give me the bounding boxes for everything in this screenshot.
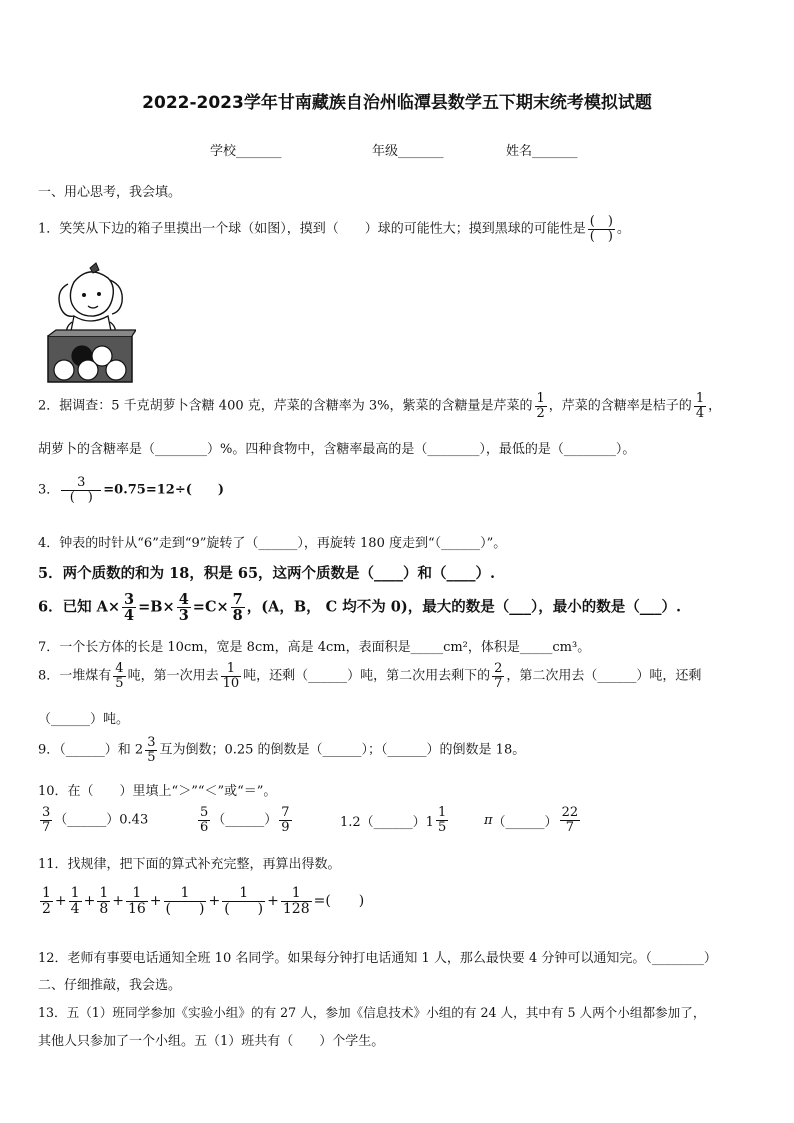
q10-item-2 bbox=[196, 806, 294, 834]
q10-i2b-numerator: 7 bbox=[281, 805, 290, 820]
q10-i2b-fraction bbox=[279, 806, 291, 834]
q11-plus: + bbox=[54, 893, 67, 910]
q10-i3-text: 1.2（______）1 bbox=[340, 814, 434, 830]
q10-i3-denominator: 5 bbox=[437, 819, 447, 835]
q6-f1-numerator: 3 bbox=[124, 591, 135, 608]
q10-i4-fraction bbox=[560, 806, 581, 834]
question-5: 5．两个质数的和为 18，积是 65，这两个质数是（____）和（____）. bbox=[38, 565, 496, 582]
q11-f4-denominator: 16 bbox=[127, 900, 146, 917]
q2-text-c: ， bbox=[708, 398, 722, 414]
q8-f2-numerator: 1 bbox=[221, 662, 242, 677]
q6-f3-denominator: 8 bbox=[232, 607, 243, 625]
q8-fraction-3 bbox=[492, 662, 504, 690]
q10-i4-text: （______） bbox=[492, 814, 558, 830]
q2-text-a: 2．据调查：5 千克胡萝卜含糖 400 克，芹菜的含糖率为 3%，紫菜的含糖量是芹菜的 bbox=[38, 398, 533, 414]
question-4: 4．钟表的时针从“6”走到“9”旋转了（______），再旋转 180 度走到“（______）”。 bbox=[38, 536, 507, 551]
q2-fraction-2 bbox=[694, 392, 706, 420]
q10-item-4 bbox=[484, 806, 582, 834]
q11-f2-denominator: 4 bbox=[70, 900, 80, 917]
q9-text-a: 9．（______）和 2 bbox=[38, 742, 144, 758]
q3-frac-numerator: 3 bbox=[61, 476, 101, 491]
q10-i3-numerator: 1 bbox=[437, 805, 447, 820]
question-7: 7．一个长方体的长是 10cm，宽是 8cm，高是 4cm，表面积是_____cm²，体积是_____cm³。 bbox=[38, 640, 591, 655]
q8-f3-numerator: 2 bbox=[494, 661, 503, 676]
q6-fraction-3 bbox=[231, 592, 245, 623]
q11-f7-numerator: 1 bbox=[281, 886, 312, 902]
q3-fraction bbox=[61, 476, 101, 504]
q11-f3 bbox=[97, 886, 110, 916]
q9-text-b: 互为倒数；0.25 的倒数是（______）；（______）的倒数是 18。 bbox=[159, 742, 526, 758]
q6-text-d: ，(A，B， C 均不为 0)，最大的数是（___），最小的数是（___）. bbox=[246, 598, 682, 616]
q6-fraction-2 bbox=[177, 592, 191, 623]
question-13-line-2: 其他人只参加了一个小组。五（1）班共有（ ）个学生。 bbox=[38, 1034, 385, 1049]
q2-fraction-1 bbox=[535, 392, 547, 420]
q2-frac1-numerator: 1 bbox=[536, 391, 545, 406]
q6-fraction-1 bbox=[122, 592, 136, 623]
q10-i3-fraction bbox=[436, 806, 448, 834]
question-11: 11．找规律，把下面的算式补充完整，再算出得数。 bbox=[38, 857, 341, 872]
section-2-heading: 二、仔细推敲，我会选。 bbox=[38, 978, 182, 993]
question-12: 12．老师有事要电话通知全班 10 名同学。如果每分钟打电话通知 1 人，那么最快要 4 分钟可以通知完。（________） bbox=[38, 951, 717, 966]
girl-with-ball-box-illustration bbox=[44, 262, 136, 384]
q8-fraction-1 bbox=[113, 662, 125, 690]
q10-i1-numerator: 3 bbox=[42, 805, 51, 820]
school-field bbox=[210, 140, 282, 159]
q11-f2 bbox=[69, 886, 82, 916]
q6-text-b: =B× bbox=[138, 598, 175, 616]
q9-frac-numerator: 3 bbox=[147, 735, 156, 750]
page-title: 2022-2023学年甘南藏族自治州临潭县数学五下期末统考模拟试题 bbox=[142, 93, 652, 113]
question-3 bbox=[38, 476, 224, 504]
q11-f1-numerator: 1 bbox=[42, 885, 51, 901]
question-1 bbox=[38, 215, 630, 243]
q1-frac-numerator: ( ) bbox=[589, 214, 613, 229]
q8-f1-denominator: 5 bbox=[115, 675, 124, 691]
q1-text: 1．笑笑从下边的箱子里摸出一个球（如图），摸到（ ）球的可能性大；摸到黑球的可能性是 bbox=[38, 221, 586, 237]
q6-text-c: =C× bbox=[192, 598, 229, 616]
section-1-heading: 一、用心思考，我会填。 bbox=[38, 185, 182, 200]
q11-f2-numerator: 1 bbox=[70, 885, 80, 901]
q10-i2-numerator: 5 bbox=[200, 805, 209, 820]
q11-f6-numerator: 1 bbox=[222, 886, 265, 902]
q10-i4-numerator: 22 bbox=[561, 805, 579, 820]
q3-text: =0.75=12÷( ) bbox=[103, 482, 225, 498]
q11-f6-denominator: ( ) bbox=[224, 900, 264, 917]
q8-text-d: ，第二次用去（______）吨，还剩 bbox=[506, 668, 702, 684]
q11-plus: + bbox=[83, 893, 96, 910]
school-label: 学校 bbox=[210, 144, 237, 159]
q8-f2-denominator: 10 bbox=[222, 675, 240, 691]
q10-i4-denominator: 7 bbox=[565, 819, 574, 835]
q10-item-1 bbox=[38, 806, 148, 834]
q8-f3-denominator: 7 bbox=[494, 675, 503, 691]
q11-plus: + bbox=[112, 893, 124, 910]
q11-f5-numerator: 1 bbox=[164, 886, 207, 902]
q9-fraction bbox=[145, 736, 157, 764]
q11-f3-denominator: 8 bbox=[99, 900, 109, 917]
q11-expression bbox=[38, 886, 364, 916]
q11-f7-denominator: 128 bbox=[282, 900, 310, 917]
name-label: 姓名 bbox=[506, 144, 533, 159]
school-blank: _______ bbox=[236, 144, 282, 159]
q8-fraction-2 bbox=[221, 662, 242, 690]
question-10: 10．在（ ）里填上“＞”“＜”或“＝”。 bbox=[38, 784, 277, 799]
q11-f6 bbox=[222, 886, 265, 916]
q11-plus: + bbox=[208, 893, 221, 910]
q1-frac-denominator: ( ) bbox=[589, 228, 613, 244]
q10-i2-text: （______） bbox=[212, 812, 278, 828]
q11-f1 bbox=[40, 886, 53, 916]
q8-text-c: 吨，还剩（______）吨，第二次用去剩下的 bbox=[243, 668, 491, 684]
grade-field bbox=[372, 140, 444, 159]
q11-f1-denominator: 2 bbox=[42, 900, 51, 917]
q8-f1-numerator: 4 bbox=[115, 661, 124, 676]
q2-frac2-numerator: 1 bbox=[695, 391, 705, 406]
question-9 bbox=[38, 736, 525, 764]
q1-fraction bbox=[588, 215, 615, 243]
q1-tail: 。 bbox=[616, 221, 630, 237]
q11-equals: =( ) bbox=[313, 893, 365, 910]
q6-f1-denominator: 4 bbox=[124, 607, 135, 625]
name-field bbox=[506, 140, 578, 159]
question-2-line-2: 胡萝卜的含糖率是（________）%。四种食物中，含糖率最高的是（________），最低的是（________）。 bbox=[38, 442, 636, 457]
q10-i1-text: （______）0.43 bbox=[54, 812, 149, 828]
q11-f3-numerator: 1 bbox=[99, 885, 109, 901]
q11-f5-denominator: ( ) bbox=[165, 900, 205, 917]
q9-frac-denominator: 5 bbox=[147, 749, 156, 765]
q6-text-a: 6．已知 A× bbox=[38, 598, 121, 616]
q10-item-3 bbox=[340, 806, 450, 834]
q8-text-b: 吨，第一次用去 bbox=[127, 668, 219, 684]
q2-frac1-denominator: 2 bbox=[536, 405, 545, 421]
q2-text-b: ，芹菜的含糖率是桔子的 bbox=[548, 398, 692, 414]
q10-i2-fraction bbox=[198, 806, 210, 834]
q2-frac2-denominator: 4 bbox=[695, 405, 705, 421]
q11-f4 bbox=[126, 886, 148, 916]
q10-i2-denominator: 6 bbox=[200, 819, 209, 835]
q6-f2-denominator: 3 bbox=[178, 607, 189, 625]
q3-label: 3． bbox=[38, 482, 60, 498]
q6-f2-numerator: 4 bbox=[178, 591, 189, 608]
grade-blank: _______ bbox=[398, 144, 444, 159]
q10-i2b-denominator: 9 bbox=[281, 819, 290, 835]
q11-f4-numerator: 1 bbox=[126, 886, 148, 902]
question-2-line-1 bbox=[38, 392, 721, 420]
q10-i1-fraction bbox=[40, 806, 52, 834]
q8-text-a: 8．一堆煤有 bbox=[38, 668, 112, 684]
grade-label: 年级 bbox=[372, 144, 399, 159]
q11-f5 bbox=[164, 886, 207, 916]
question-13-line-1: 13．五（1）班同学参加《实验小组》的有 27 人，参加《信息技术》小组的有 24 人，其中有 5 人两个小组都参加了， bbox=[38, 1005, 706, 1020]
question-6 bbox=[38, 592, 681, 623]
q6-f3-numerator: 7 bbox=[232, 591, 243, 608]
q11-f7 bbox=[281, 886, 312, 916]
q11-plus: + bbox=[267, 893, 279, 910]
question-8-line-1 bbox=[38, 662, 701, 690]
q10-i1-denominator: 7 bbox=[42, 819, 51, 835]
name-blank: _______ bbox=[532, 144, 578, 159]
q11-plus: + bbox=[149, 893, 162, 910]
q10-pi-symbol: π bbox=[484, 812, 493, 828]
q3-frac-denominator: ( ) bbox=[69, 489, 93, 505]
question-8-line-2: （______）吨。 bbox=[38, 712, 130, 727]
